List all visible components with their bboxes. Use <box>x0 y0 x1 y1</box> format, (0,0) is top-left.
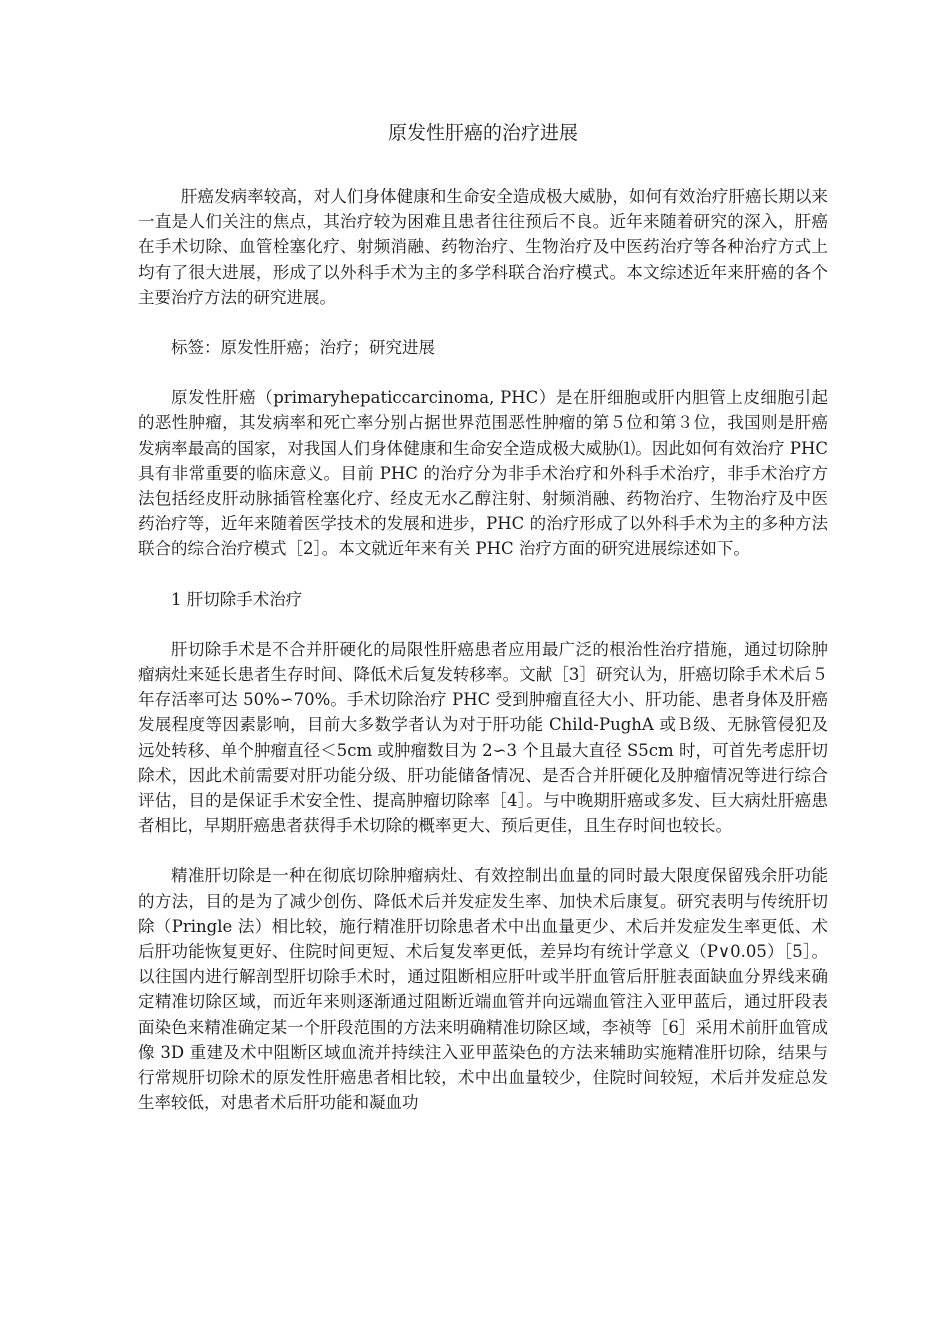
section1-paragraph-1: 肝切除手术是不合并肝硬化的局限性肝癌患者应用最广泛的根治性治疗措施，通过切除肿瘤病灶来延长患者生存时间、降低术后复发转移率。文献［3］研究认为，肝癌切除手术术后５年存活率可达 50%∽70%。手术切除治疗 PHC 受到肿瘤直径大小、肝功能、患者身体及肝癌发展程度等因素影响，目前大多数学者认为对于肝功能 Child-PughA 或Ｂ级、无脉管侵犯及远处转移、单个肿瘤直径＜5cm 或肿瘤数目为 2∽3 个且最大直径 S5cm 时，可首先考虑肝切除术，因此术前需要对肝功能分级、肝功能储备情况、是否合并肝硬化及肿瘤情况等进行综合评估，目的是保证手术安全性、提高肿瘤切除率［4］。与中晚期肝癌或多发、巨大病灶肝癌患者相比，早期肝癌患者获得手术切除的概率更大、预后更佳，且生存时间也较长。 <box>138 639 828 836</box>
document-title: 原发性肝癌的治疗进展 <box>387 122 578 144</box>
section-heading-liver-resection: 1 肝切除手术治疗 <box>171 589 303 609</box>
abstract-paragraph: 肝癌发病率较高，对人们身体健康和生命安全造成极大威胁，如何有效治疗肝癌长期以来一直是人们关注的焦点，其治疗较为困难且患者往往预后不良。近年来随着研究的深入，肝癌在手术切除、血管栓塞化疗、射频消融、药物治疗、生物治疗及中医药治疗等各种治疗方式上均有了很大进展，形成了以外科手术为主的多学科联合治疗模式。本文综述近年来肝癌的各个主要治疗方法的研究进展。 <box>138 187 828 307</box>
document-page <box>138 118 828 1141</box>
keywords-line: 标签：原发性肝癌；治疗；研究进展 <box>171 338 435 358</box>
intro-paragraph: 原发性肝癌（primaryhepaticcarcinoma, PHC）是在肝细胞或肝内胆管上皮细胞引起的恶性肿瘤，其发病率和死亡率分别占据世界范围恶性肿瘤的第５位和第３位，我国则是肝癌发病率最高的国家，对我国人们身体健康和生命安全造成极大威胁⑴。因此如何有效治疗 PHC 具有非常重要的临床意义。目前 PHC 的治疗分为非手术治疗和外科手术治疗，非手术治疗方法包括经皮肝动脉插管栓塞化疗、经皮无水乙醇注射、射频消融、药物治疗、生物治疗及中医药治疗等，近年来随着医学技术的发展和进步，PHC 的治疗形成了以外科手术为主的多种方法联合的综合治疗模式［2］。本文就近年来有关 PHC 治疗方面的研究进展综述如下。 <box>138 388 828 559</box>
section1-paragraph-2: 精准肝切除是一种在彻底切除肿瘤病灶、有效控制出血量的同时最大限度保留残余肝功能的方法，目的是为了减少创伤、降低术后并发症发生率、加快术后康复。研究表明与传统肝切除（Pringle 法）相比较，施行精准肝切除患者术中出血量更少、术后并发症发生率更低、术后肝功能恢复更好、住院时间更短、术后复发率更低，差异均有统计学意义（P∨0.05）［5］。以往国内进行解剖型肝切除手术时，通过阻断相应肝叶或半肝血管后肝脏表面缺血分界线来确定精准切除区域，而近年来则逐渐通过阻断近端血管并向远端血管注入亚甲蓝后，通过肝段表面染色来精准确定某一个肝段范围的方法来明确精准切除区域，李祯等［6］采用术前肝血管成像 3D 重建及术中阻断区域血流并持续注入亚甲蓝染色的方法来辅助实施精准肝切除，结果与行常规肝切除术的原发性肝癌患者相比较，术中出血量较少，住院时间较短，术后并发症总发生率较低，对患者术后肝功能和凝血功 <box>138 866 828 1113</box>
